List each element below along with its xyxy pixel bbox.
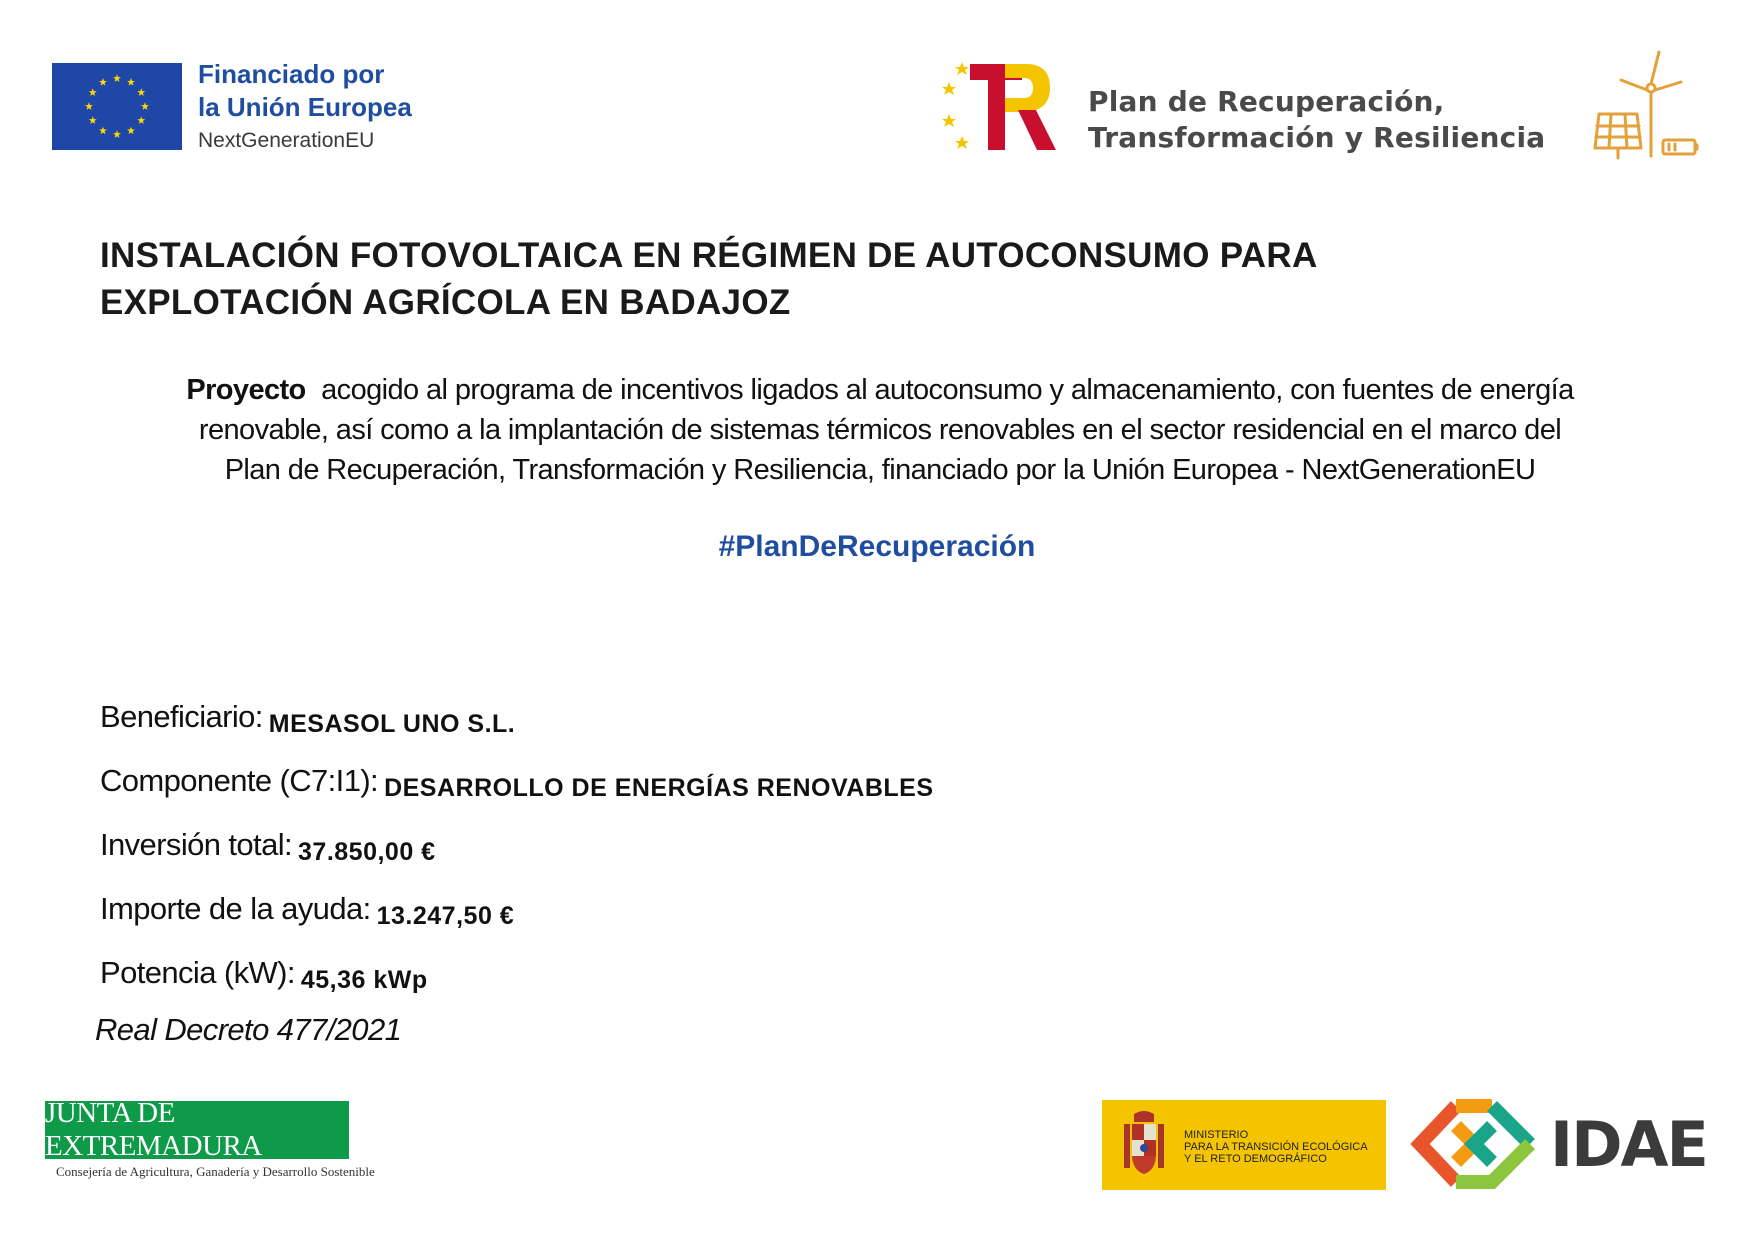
- info-value: 13.247,50 €: [376, 902, 515, 930]
- renewable-energy-icon: [1585, 48, 1705, 163]
- info-value: 45,36 kWp: [300, 966, 428, 994]
- prtr-r-icon: [938, 58, 1060, 154]
- idae-logo-mark: [1408, 1096, 1542, 1192]
- decree-reference: Real Decreto 477/2021: [95, 1012, 402, 1047]
- info-label: Importe de la ayuda:: [100, 891, 371, 926]
- eu-star-icon: [89, 88, 97, 96]
- eu-star-icon: [89, 116, 97, 124]
- eu-star-icon: [137, 88, 145, 96]
- eu-star-icon: [127, 78, 135, 86]
- info-label: Beneficiario:: [100, 699, 263, 734]
- eu-star-icon: [85, 102, 93, 110]
- eu-star-icon: [99, 78, 107, 86]
- title-line-2: EXPLOTACIÓN AGRÍCOLA EN BADAJOZ: [100, 283, 791, 322]
- junta-extremadura-logo: [45, 1097, 349, 1162]
- hashtag: #PlanDeRecuperación: [718, 530, 1036, 563]
- ministerio-logo: [1102, 1100, 1386, 1190]
- eu-flag: [52, 63, 182, 150]
- junta-name: JUNTA DE EXTREMADURA: [45, 1097, 262, 1162]
- info-value: 37.850,00 €: [298, 838, 436, 866]
- description-line-2: renovable, así como a la implantación de sistemas térmicos renovables en el sector residencial en el marco del: [198, 414, 1562, 446]
- info-row-importe: [100, 877, 515, 930]
- eu-line-2: la Unión Europea: [198, 92, 412, 122]
- eu-line-1: Financiado por: [198, 59, 385, 89]
- prtr-logo-text: [1088, 84, 1545, 156]
- spain-coat-of-arms-icon: [1116, 1110, 1172, 1180]
- info-value: MESASOL UNO S.L.: [268, 710, 516, 738]
- info-row-inversion: [100, 813, 436, 866]
- info-row-beneficiario: [100, 685, 516, 738]
- info-label: Inversión total:: [100, 827, 293, 862]
- eu-star-icon: [137, 116, 145, 124]
- ministerio-line-1: MINISTERIO: [1184, 1129, 1249, 1141]
- info-row-componente: [100, 749, 934, 802]
- ministerio-text: [1184, 1129, 1368, 1165]
- eu-star-icon: [141, 102, 149, 110]
- description-line-1: [90, 370, 1670, 410]
- prtr-logo-mark: [938, 58, 1060, 154]
- eu-star-icon: [113, 130, 121, 138]
- description-line-3: Plan de Recuperación, Transformación y Resiliencia, financiado por la Unión Europea - NextGenerationEU: [224, 454, 1536, 486]
- junta-subtitle: Consejería de Agricultura, Ganadería y Desarrollo Sostenible: [56, 1164, 375, 1179]
- eu-funding-logo-text: [198, 58, 412, 158]
- eu-star-icon: [113, 74, 121, 82]
- description-line-1-text: acogido al programa de incentivos ligados al autoconsumo y almacenamiento, con fuentes de energía: [321, 374, 1574, 406]
- eu-star-icon: [127, 127, 135, 135]
- description-lead: Proyecto: [186, 374, 306, 406]
- project-title: [100, 232, 1600, 326]
- idae-wordmark: IDAE: [1550, 1108, 1707, 1181]
- info-value: DESARROLLO DE ENERGÍAS RENOVABLES: [384, 774, 934, 802]
- info-label: Potencia (kW):: [100, 955, 295, 990]
- title-line-1: INSTALACIÓN FOTOVOLTAICA EN RÉGIMEN DE AUTOCONSUMO PARA: [100, 236, 1318, 275]
- prtr-line-2: Transformación y Resiliencia: [1088, 121, 1546, 154]
- eu-line-3: NextGenerationEU: [198, 129, 375, 152]
- prtr-line-1: Plan de Recuperación,: [1088, 85, 1445, 118]
- eu-stars-icon: [52, 63, 182, 150]
- ministerio-line-3: Y EL RETO DEMOGRÁFICO: [1184, 1153, 1327, 1165]
- project-description: [90, 370, 1670, 490]
- info-row-potencia: [100, 941, 428, 994]
- info-label: Componente (C7:I1):: [100, 763, 379, 798]
- eu-star-icon: [99, 127, 107, 135]
- ministerio-line-2: PARA LA TRANSICIÓN ECOLÓGICA: [1184, 1141, 1368, 1153]
